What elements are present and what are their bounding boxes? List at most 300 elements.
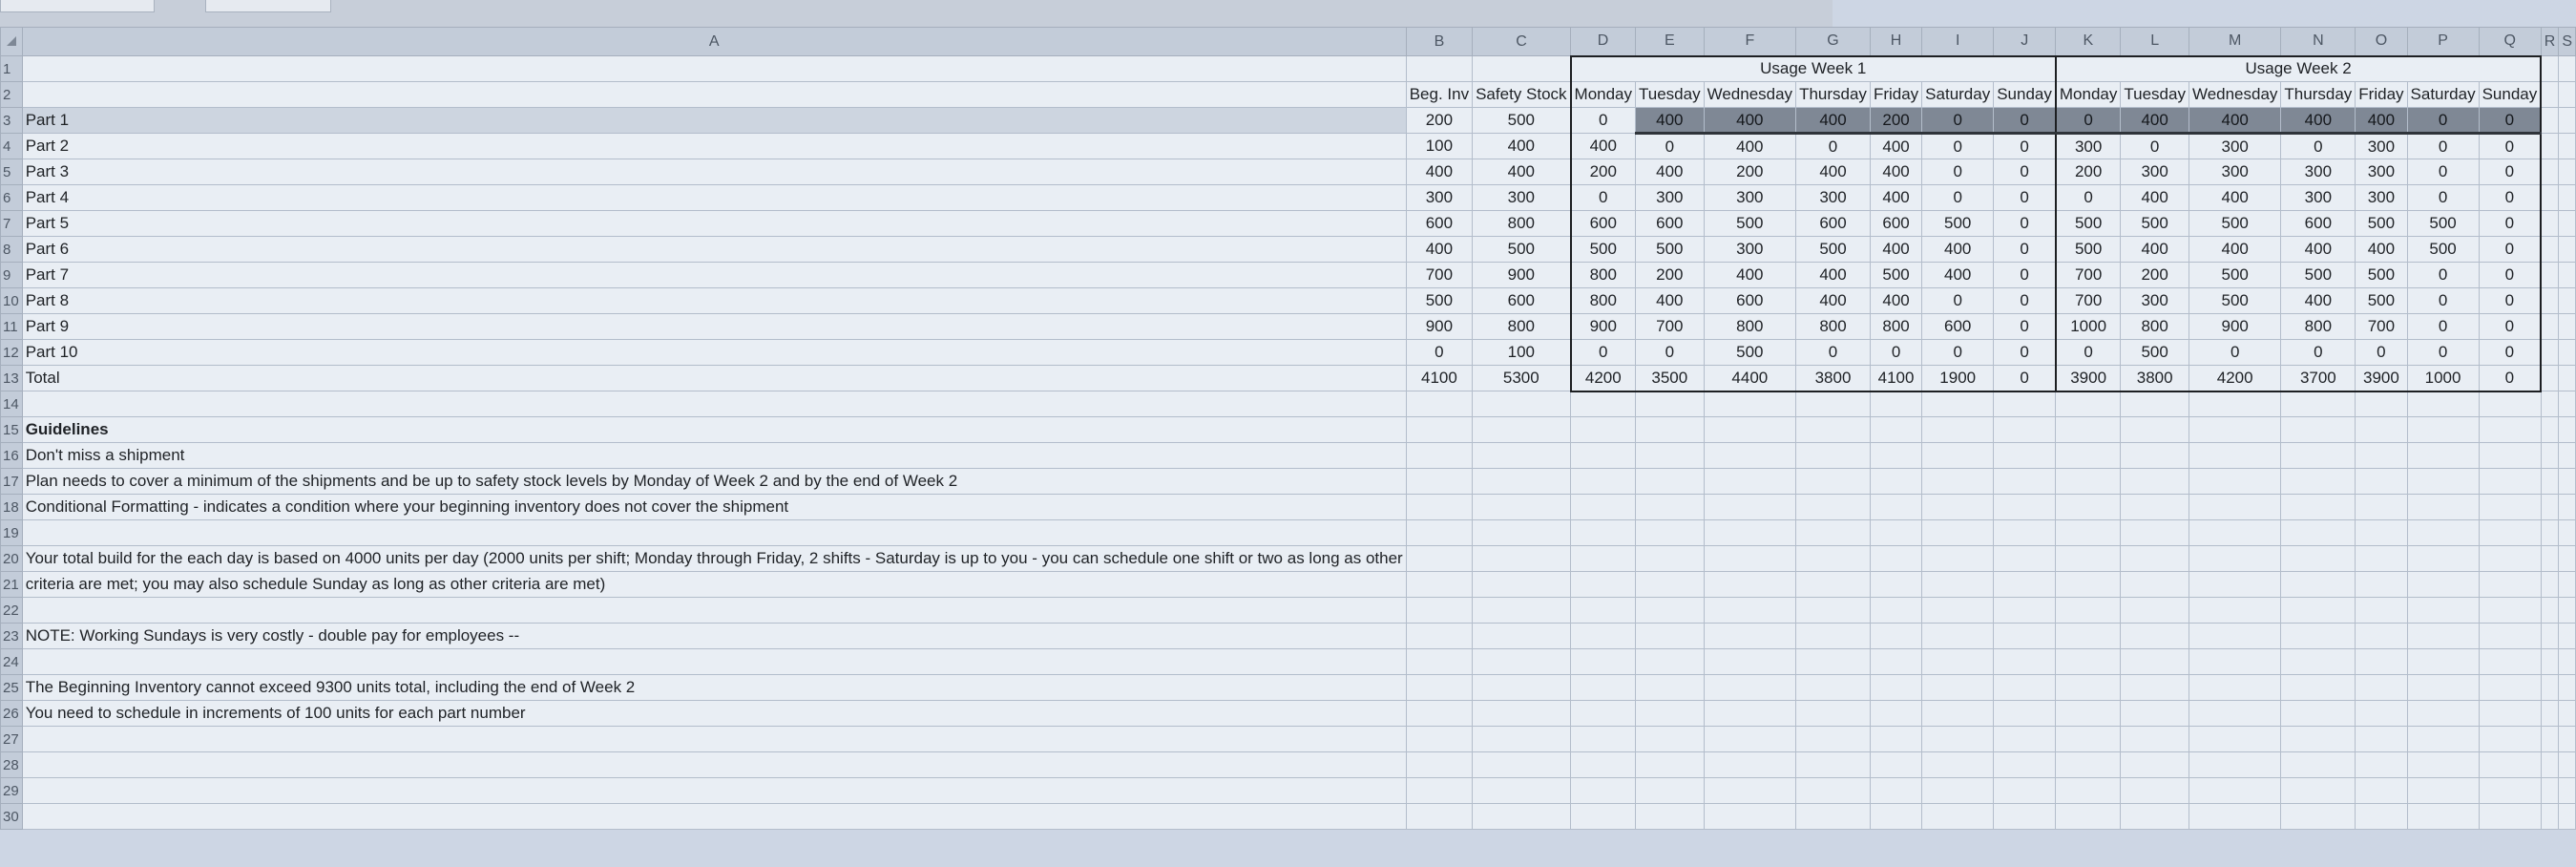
beg-inv-value[interactable] [1406, 237, 1472, 263]
row-header-16[interactable]: 16 [1, 443, 23, 469]
cell-R15[interactable] [2541, 417, 2559, 443]
guideline-note[interactable] [22, 624, 1406, 649]
cell-I25[interactable] [1922, 675, 1994, 701]
cell-G26[interactable] [1796, 701, 1871, 727]
column-header-M[interactable] [2189, 28, 2280, 56]
usage-week2-thursday[interactable] [2281, 134, 2356, 159]
beg-inv-value[interactable] [1406, 211, 1472, 237]
cell-P16[interactable] [2407, 443, 2479, 469]
cell-I22[interactable] [1922, 598, 1994, 624]
cell-M16[interactable] [2189, 443, 2280, 469]
cell-H21[interactable] [1870, 572, 1921, 598]
beg-inv-value[interactable] [1406, 159, 1472, 185]
cell-I16[interactable] [1922, 443, 1994, 469]
cell-R1[interactable] [2541, 56, 2559, 82]
cell-C27[interactable] [1473, 727, 1571, 752]
beg-inv-value[interactable] [1406, 263, 1472, 288]
usage-week2-sunday[interactable] [2479, 340, 2541, 366]
cell-L30[interactable] [2121, 804, 2189, 830]
cell-L17[interactable] [2121, 469, 2189, 495]
usage-week2-friday[interactable] [2356, 134, 2407, 159]
usage-week2-monday[interactable] [2056, 314, 2121, 340]
row-header-26[interactable]: 26 [1, 701, 23, 727]
cell-R13[interactable] [2541, 366, 2559, 391]
cell-S25[interactable] [2559, 675, 2576, 701]
cell-M24[interactable] [2189, 649, 2280, 675]
usage-week2-thursday[interactable] [2281, 159, 2356, 185]
beg-inv-value[interactable] [1406, 340, 1472, 366]
cell-M27[interactable] [2189, 727, 2280, 752]
part-name[interactable] [22, 159, 1406, 185]
row-header-15[interactable]: 15 [1, 417, 23, 443]
cell-A24[interactable] [22, 649, 1406, 675]
row-header-4[interactable]: 4 [1, 134, 23, 159]
usage-week1-thursday[interactable] [1796, 288, 1871, 314]
guideline-note[interactable] [22, 469, 1406, 495]
cell-I17[interactable] [1922, 469, 1994, 495]
usage-week1-monday[interactable] [1571, 211, 1636, 237]
usage-week2-saturday[interactable] [2407, 211, 2479, 237]
cell-K28[interactable] [2056, 752, 2121, 778]
cell-L25[interactable] [2121, 675, 2189, 701]
cell-N20[interactable] [2281, 546, 2356, 572]
cell-O30[interactable] [2356, 804, 2407, 830]
cell-P14[interactable] [2407, 391, 2479, 417]
cell-M22[interactable] [2189, 598, 2280, 624]
cell-G15[interactable] [1796, 417, 1871, 443]
usage-week1-monday[interactable] [1571, 134, 1636, 159]
cell-P30[interactable] [2407, 804, 2479, 830]
cell-I20[interactable] [1922, 546, 1994, 572]
cell-S20[interactable] [2559, 546, 2576, 572]
cell-M29[interactable] [2189, 778, 2280, 804]
usage-week1-monday[interactable] [1571, 263, 1636, 288]
row-header-28[interactable]: 28 [1, 752, 23, 778]
cell-E23[interactable] [1636, 624, 1705, 649]
usage-week1-friday[interactable] [1870, 211, 1921, 237]
cell-O17[interactable] [2356, 469, 2407, 495]
usage-week2-monday[interactable] [2056, 159, 2121, 185]
usage-week2-thursday[interactable] [2281, 366, 2356, 391]
cell-E24[interactable] [1636, 649, 1705, 675]
cell-J28[interactable] [1994, 752, 2056, 778]
row-header-27[interactable]: 27 [1, 727, 23, 752]
row-header-9[interactable]: 9 [1, 263, 23, 288]
cell-D16[interactable] [1571, 443, 1636, 469]
usage-week1-tuesday[interactable] [1636, 237, 1705, 263]
cell-B19[interactable] [1406, 520, 1472, 546]
cell-R2[interactable] [2541, 82, 2559, 108]
column-header-I[interactable] [1922, 28, 1994, 56]
cell-L15[interactable] [2121, 417, 2189, 443]
cell-K27[interactable] [2056, 727, 2121, 752]
cell-C20[interactable] [1473, 546, 1571, 572]
usage-week2-wednesday[interactable] [2189, 134, 2280, 159]
usage-week2-tuesday[interactable] [2121, 288, 2189, 314]
safety-stock-value[interactable] [1473, 108, 1571, 134]
row-header-30[interactable]: 30 [1, 804, 23, 830]
cell-J27[interactable] [1994, 727, 2056, 752]
cell-N22[interactable] [2281, 598, 2356, 624]
cell-J25[interactable] [1994, 675, 2056, 701]
usage-week2-thursday[interactable] [2281, 340, 2356, 366]
cell-R24[interactable] [2541, 649, 2559, 675]
usage-week1-friday[interactable] [1870, 340, 1921, 366]
cell-A22[interactable] [22, 598, 1406, 624]
cell-S26[interactable] [2559, 701, 2576, 727]
usage-week2-friday[interactable] [2356, 159, 2407, 185]
cell-L18[interactable] [2121, 495, 2189, 520]
cell-F16[interactable] [1704, 443, 1795, 469]
usage-week2-thursday[interactable] [2281, 263, 2356, 288]
week1-title[interactable] [1571, 56, 2056, 82]
cell-S6[interactable] [2559, 185, 2576, 211]
cell-Q24[interactable] [2479, 649, 2541, 675]
cell-N21[interactable] [2281, 572, 2356, 598]
cell-G24[interactable] [1796, 649, 1871, 675]
usage-week1-friday[interactable] [1870, 237, 1921, 263]
cell-Q27[interactable] [2479, 727, 2541, 752]
cell-H15[interactable] [1870, 417, 1921, 443]
cell-L16[interactable] [2121, 443, 2189, 469]
cell-H30[interactable] [1870, 804, 1921, 830]
usage-week1-tuesday[interactable] [1636, 314, 1705, 340]
safety-stock-value[interactable] [1473, 314, 1571, 340]
cell-F17[interactable] [1704, 469, 1795, 495]
cell-E15[interactable] [1636, 417, 1705, 443]
cell-A2[interactable] [22, 82, 1406, 108]
usage-week2-thursday[interactable] [2281, 288, 2356, 314]
cell-D14[interactable] [1571, 391, 1636, 417]
column-header-F[interactable] [1704, 28, 1795, 56]
cell-Q29[interactable] [2479, 778, 2541, 804]
row-header-22[interactable]: 22 [1, 598, 23, 624]
usage-week1-sunday[interactable] [1994, 134, 2056, 159]
usage-week1-wednesday[interactable] [1704, 340, 1795, 366]
cell-D22[interactable] [1571, 598, 1636, 624]
usage-week2-tuesday[interactable] [2121, 211, 2189, 237]
cell-H14[interactable] [1870, 391, 1921, 417]
cell-H18[interactable] [1870, 495, 1921, 520]
usage-week2-thursday[interactable] [2281, 211, 2356, 237]
cell-G28[interactable] [1796, 752, 1871, 778]
usage-week2-tuesday[interactable] [2121, 314, 2189, 340]
cell-M15[interactable] [2189, 417, 2280, 443]
header-week1-wednesday[interactable] [1704, 82, 1795, 108]
part-name[interactable] [22, 237, 1406, 263]
cell-S21[interactable] [2559, 572, 2576, 598]
usage-week1-friday[interactable] [1870, 366, 1921, 391]
cell-Q15[interactable] [2479, 417, 2541, 443]
usage-week2-wednesday[interactable] [2189, 185, 2280, 211]
cell-M14[interactable] [2189, 391, 2280, 417]
cell-O20[interactable] [2356, 546, 2407, 572]
column-header-G[interactable] [1796, 28, 1871, 56]
usage-week1-tuesday[interactable] [1636, 108, 1705, 134]
usage-week1-saturday[interactable] [1922, 340, 1994, 366]
usage-week2-friday[interactable] [2356, 314, 2407, 340]
cell-J20[interactable] [1994, 546, 2056, 572]
usage-week1-sunday[interactable] [1994, 211, 2056, 237]
row-header-18[interactable]: 18 [1, 495, 23, 520]
cell-P23[interactable] [2407, 624, 2479, 649]
cell-C15[interactable] [1473, 417, 1571, 443]
cell-B28[interactable] [1406, 752, 1472, 778]
cell-O29[interactable] [2356, 778, 2407, 804]
cell-C16[interactable] [1473, 443, 1571, 469]
cell-F22[interactable] [1704, 598, 1795, 624]
cell-B20[interactable] [1406, 546, 1472, 572]
column-header-C[interactable] [1473, 28, 1571, 56]
usage-week2-saturday[interactable] [2407, 134, 2479, 159]
usage-week2-tuesday[interactable] [2121, 108, 2189, 134]
cell-L26[interactable] [2121, 701, 2189, 727]
cell-G22[interactable] [1796, 598, 1871, 624]
cell-O24[interactable] [2356, 649, 2407, 675]
cell-O25[interactable] [2356, 675, 2407, 701]
usage-week1-thursday[interactable] [1796, 134, 1871, 159]
usage-week2-friday[interactable] [2356, 366, 2407, 391]
row-header-23[interactable]: 23 [1, 624, 23, 649]
header-week1-friday[interactable] [1870, 82, 1921, 108]
cell-R4[interactable] [2541, 134, 2559, 159]
cell-I15[interactable] [1922, 417, 1994, 443]
usage-week2-wednesday[interactable] [2189, 314, 2280, 340]
part-name[interactable] [22, 366, 1406, 391]
cell-L27[interactable] [2121, 727, 2189, 752]
usage-week2-wednesday[interactable] [2189, 108, 2280, 134]
cell-S30[interactable] [2559, 804, 2576, 830]
cell-A29[interactable] [22, 778, 1406, 804]
cell-H27[interactable] [1870, 727, 1921, 752]
cell-R5[interactable] [2541, 159, 2559, 185]
cell-A1[interactable] [22, 56, 1406, 82]
usage-week2-saturday[interactable] [2407, 314, 2479, 340]
cell-R6[interactable] [2541, 185, 2559, 211]
row-header-14[interactable]: 14 [1, 391, 23, 417]
usage-week1-thursday[interactable] [1796, 263, 1871, 288]
cell-J26[interactable] [1994, 701, 2056, 727]
safety-stock-value[interactable] [1473, 288, 1571, 314]
cell-F15[interactable] [1704, 417, 1795, 443]
cell-L21[interactable] [2121, 572, 2189, 598]
usage-week1-tuesday[interactable] [1636, 159, 1705, 185]
usage-week1-saturday[interactable] [1922, 185, 1994, 211]
part-name[interactable] [22, 314, 1406, 340]
safety-stock-value[interactable] [1473, 159, 1571, 185]
usage-week2-sunday[interactable] [2479, 185, 2541, 211]
usage-week2-friday[interactable] [2356, 108, 2407, 134]
cell-R23[interactable] [2541, 624, 2559, 649]
usage-week1-wednesday[interactable] [1704, 134, 1795, 159]
cell-R9[interactable] [2541, 263, 2559, 288]
cell-O16[interactable] [2356, 443, 2407, 469]
safety-stock-value[interactable] [1473, 211, 1571, 237]
usage-week1-saturday[interactable] [1922, 314, 1994, 340]
column-header-P[interactable] [2407, 28, 2479, 56]
cell-I30[interactable] [1922, 804, 1994, 830]
usage-week1-monday[interactable] [1571, 108, 1636, 134]
cell-F18[interactable] [1704, 495, 1795, 520]
usage-week1-thursday[interactable] [1796, 314, 1871, 340]
cell-F29[interactable] [1704, 778, 1795, 804]
cell-D29[interactable] [1571, 778, 1636, 804]
header-week1-thursday[interactable] [1796, 82, 1871, 108]
beg-inv-value[interactable] [1406, 185, 1472, 211]
cell-K24[interactable] [2056, 649, 2121, 675]
cell-J17[interactable] [1994, 469, 2056, 495]
column-header-Q[interactable] [2479, 28, 2541, 56]
cell-I23[interactable] [1922, 624, 1994, 649]
usage-week2-sunday[interactable] [2479, 263, 2541, 288]
cell-P20[interactable] [2407, 546, 2479, 572]
part-name[interactable] [22, 211, 1406, 237]
cell-L28[interactable] [2121, 752, 2189, 778]
usage-week2-monday[interactable] [2056, 134, 2121, 159]
cell-N23[interactable] [2281, 624, 2356, 649]
cell-C23[interactable] [1473, 624, 1571, 649]
cell-H19[interactable] [1870, 520, 1921, 546]
cell-H29[interactable] [1870, 778, 1921, 804]
cell-D27[interactable] [1571, 727, 1636, 752]
cell-L22[interactable] [2121, 598, 2189, 624]
cell-E26[interactable] [1636, 701, 1705, 727]
usage-week2-tuesday[interactable] [2121, 263, 2189, 288]
usage-week1-thursday[interactable] [1796, 211, 1871, 237]
usage-week1-wednesday[interactable] [1704, 314, 1795, 340]
usage-week1-sunday[interactable] [1994, 159, 2056, 185]
cell-N17[interactable] [2281, 469, 2356, 495]
usage-week1-monday[interactable] [1571, 314, 1636, 340]
cell-K19[interactable] [2056, 520, 2121, 546]
cell-D28[interactable] [1571, 752, 1636, 778]
cell-R25[interactable] [2541, 675, 2559, 701]
usage-week1-saturday[interactable] [1922, 366, 1994, 391]
cell-D23[interactable] [1571, 624, 1636, 649]
header-week2-wednesday[interactable] [2189, 82, 2280, 108]
cell-S17[interactable] [2559, 469, 2576, 495]
row-header-2[interactable]: 2 [1, 82, 23, 108]
cell-G25[interactable] [1796, 675, 1871, 701]
usage-week2-wednesday[interactable] [2189, 237, 2280, 263]
cell-E16[interactable] [1636, 443, 1705, 469]
usage-week2-wednesday[interactable] [2189, 366, 2280, 391]
cell-S2[interactable] [2559, 82, 2576, 108]
cell-G16[interactable] [1796, 443, 1871, 469]
usage-week2-sunday[interactable] [2479, 108, 2541, 134]
cell-I28[interactable] [1922, 752, 1994, 778]
cell-H17[interactable] [1870, 469, 1921, 495]
cell-P18[interactable] [2407, 495, 2479, 520]
cell-I14[interactable] [1922, 391, 1994, 417]
cell-Q20[interactable] [2479, 546, 2541, 572]
beg-inv-value[interactable] [1406, 314, 1472, 340]
usage-week2-tuesday[interactable] [2121, 237, 2189, 263]
usage-week1-monday[interactable] [1571, 185, 1636, 211]
cell-D21[interactable] [1571, 572, 1636, 598]
row-header-19[interactable]: 19 [1, 520, 23, 546]
usage-week1-tuesday[interactable] [1636, 134, 1705, 159]
usage-week1-tuesday[interactable] [1636, 263, 1705, 288]
cell-N18[interactable] [2281, 495, 2356, 520]
usage-week1-friday[interactable] [1870, 314, 1921, 340]
part-name[interactable] [22, 263, 1406, 288]
cell-B21[interactable] [1406, 572, 1472, 598]
cell-B24[interactable] [1406, 649, 1472, 675]
cell-S10[interactable] [2559, 288, 2576, 314]
header-week2-tuesday[interactable] [2121, 82, 2189, 108]
row-header-29[interactable]: 29 [1, 778, 23, 804]
usage-week1-monday[interactable] [1571, 288, 1636, 314]
usage-week1-sunday[interactable] [1994, 340, 2056, 366]
cell-K21[interactable] [2056, 572, 2121, 598]
column-header-R[interactable] [2541, 28, 2559, 56]
column-header-J[interactable] [1994, 28, 2056, 56]
usage-week1-thursday[interactable] [1796, 185, 1871, 211]
cell-Q17[interactable] [2479, 469, 2541, 495]
row-header-21[interactable]: 21 [1, 572, 23, 598]
usage-week1-wednesday[interactable] [1704, 159, 1795, 185]
week2-title[interactable] [2056, 56, 2541, 82]
cell-C30[interactable] [1473, 804, 1571, 830]
cell-J21[interactable] [1994, 572, 2056, 598]
cell-C29[interactable] [1473, 778, 1571, 804]
cell-S23[interactable] [2559, 624, 2576, 649]
cell-K17[interactable] [2056, 469, 2121, 495]
cell-B22[interactable] [1406, 598, 1472, 624]
cell-S7[interactable] [2559, 211, 2576, 237]
cell-O22[interactable] [2356, 598, 2407, 624]
usage-week2-sunday[interactable] [2479, 314, 2541, 340]
cell-I26[interactable] [1922, 701, 1994, 727]
cell-F14[interactable] [1704, 391, 1795, 417]
cell-S27[interactable] [2559, 727, 2576, 752]
cell-P24[interactable] [2407, 649, 2479, 675]
cell-R26[interactable] [2541, 701, 2559, 727]
cell-R19[interactable] [2541, 520, 2559, 546]
cell-M28[interactable] [2189, 752, 2280, 778]
cell-K25[interactable] [2056, 675, 2121, 701]
usage-week1-sunday[interactable] [1994, 314, 2056, 340]
cell-E19[interactable] [1636, 520, 1705, 546]
usage-week2-monday[interactable] [2056, 185, 2121, 211]
cell-P22[interactable] [2407, 598, 2479, 624]
cell-F21[interactable] [1704, 572, 1795, 598]
cell-R17[interactable] [2541, 469, 2559, 495]
cell-K14[interactable] [2056, 391, 2121, 417]
cell-S1[interactable] [2559, 56, 2576, 82]
usage-week1-monday[interactable] [1571, 237, 1636, 263]
cell-M19[interactable] [2189, 520, 2280, 546]
row-header-3[interactable]: 3 [1, 108, 23, 134]
cell-H25[interactable] [1870, 675, 1921, 701]
cell-C21[interactable] [1473, 572, 1571, 598]
safety-stock-value[interactable] [1473, 185, 1571, 211]
beg-inv-value[interactable] [1406, 366, 1472, 391]
cell-G21[interactable] [1796, 572, 1871, 598]
cell-F27[interactable] [1704, 727, 1795, 752]
usage-week1-thursday[interactable] [1796, 237, 1871, 263]
cell-G14[interactable] [1796, 391, 1871, 417]
cell-O14[interactable] [2356, 391, 2407, 417]
usage-week1-monday[interactable] [1571, 366, 1636, 391]
cell-J22[interactable] [1994, 598, 2056, 624]
cell-D17[interactable] [1571, 469, 1636, 495]
cell-B1[interactable] [1406, 56, 1472, 82]
usage-week2-friday[interactable] [2356, 340, 2407, 366]
cell-I18[interactable] [1922, 495, 1994, 520]
cell-N15[interactable] [2281, 417, 2356, 443]
